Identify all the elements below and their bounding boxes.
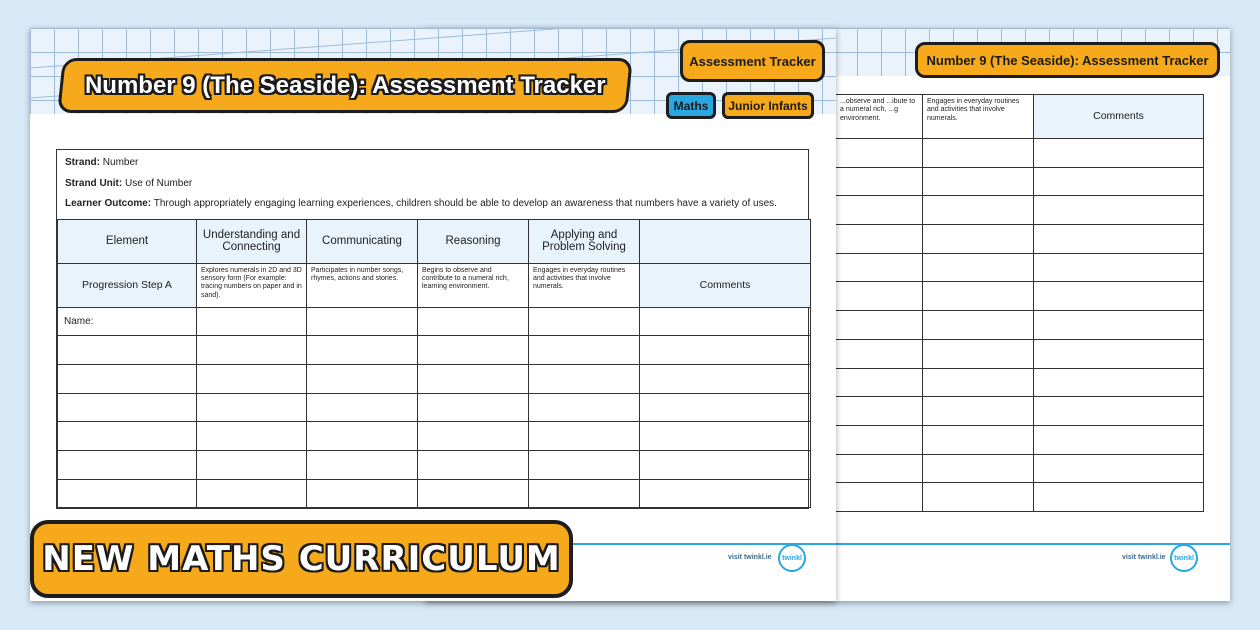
curriculum-info xyxy=(57,150,808,219)
progression-row xyxy=(58,263,811,307)
table-header-row xyxy=(58,219,811,263)
header-reasoning: Reasoning xyxy=(418,219,529,263)
back-tracker-table xyxy=(835,94,1204,512)
strand-line: Strand: Number xyxy=(65,157,139,168)
header-communicating: Communicating xyxy=(307,219,418,263)
assessment-box xyxy=(56,149,809,509)
progression-cell-communicating: Participates in number songs, rhymes, actions and stories. xyxy=(307,263,418,307)
back-table-row xyxy=(836,139,1204,168)
back-table-row xyxy=(836,454,1204,483)
learner-outcome-line: Learner Outcome: Through appropriately engaging learning experiences, children should be able to develop an awareness that numbers have a variety of uses. xyxy=(65,198,777,209)
assessment-table xyxy=(57,219,811,509)
back-table-row xyxy=(836,225,1204,254)
back-table-row xyxy=(836,397,1204,426)
curriculum-banner-text: NEW MATHS CURRICULUM xyxy=(42,539,561,579)
header-blank xyxy=(640,219,811,263)
back-table-row xyxy=(836,282,1204,311)
back-table-row xyxy=(836,368,1204,397)
back-visit-link[interactable]: visit twinkl.ie xyxy=(1122,554,1166,561)
name-field[interactable]: Name: xyxy=(58,307,197,336)
table-row xyxy=(58,422,811,451)
header-applying: Applying and Problem Solving xyxy=(529,219,640,263)
twinkl-logo-icon: twinkl xyxy=(1170,544,1198,572)
back-cell-reasoning: ...observe and ...ibute to a numeral rich, ...g environment. xyxy=(836,95,923,139)
front-visit-link[interactable]: visit twinkl.ie xyxy=(728,554,772,561)
assessment-tracker-label: Assessment Tracker xyxy=(689,53,816,69)
back-cell-applying: Engages in everyday routines and activities that involve numerals. xyxy=(923,95,1034,139)
back-title-text: Number 9 (The Seaside): Assessment Tracker xyxy=(926,52,1209,68)
table-row xyxy=(58,307,811,336)
back-table-row xyxy=(836,196,1204,225)
progression-cell-understanding: Explores numerals in 2D and 3D sensory form (For example: tracing numbers on paper and in sand). xyxy=(197,263,307,307)
back-title-pill xyxy=(915,42,1220,78)
level-tag-label: Junior Infants xyxy=(728,98,808,113)
front-worksheet-page xyxy=(30,28,836,601)
back-comments-header: Comments xyxy=(1034,95,1204,139)
subject-tag xyxy=(666,92,716,119)
table-row xyxy=(58,393,811,422)
curriculum-banner xyxy=(30,520,573,598)
table-row xyxy=(58,364,811,393)
level-tag xyxy=(722,92,814,119)
table-row xyxy=(58,450,811,479)
back-header-row xyxy=(836,95,1204,139)
table-row xyxy=(58,479,811,508)
back-table-row xyxy=(836,253,1204,282)
progression-cell-reasoning: Begins to observe and contribute to a numeral rich, learning environment. xyxy=(418,263,529,307)
header-understanding: Understanding and Connecting xyxy=(197,219,307,263)
twinkl-logo-icon: twinkl xyxy=(778,544,806,572)
comments-header: Comments xyxy=(640,263,811,307)
page-title: Number 9 (The Seaside): Assessment Tracker xyxy=(84,71,606,99)
table-row xyxy=(58,336,811,365)
progression-step-label: Progression Step A xyxy=(58,263,197,307)
strand-unit-line: Strand Unit: Use of Number xyxy=(65,177,193,189)
assessment-tracker-tag xyxy=(680,40,825,82)
subject-tag-label: Maths xyxy=(673,98,709,113)
progression-cell-applying: Engages in everyday routines and activities that involve numerals. xyxy=(529,263,640,307)
title-pill xyxy=(57,58,633,113)
back-table-row xyxy=(836,167,1204,196)
back-table-row xyxy=(836,483,1204,512)
back-table-row xyxy=(836,339,1204,368)
header-element: Element xyxy=(58,219,197,263)
back-table-row xyxy=(836,425,1204,454)
back-table-row xyxy=(836,311,1204,340)
